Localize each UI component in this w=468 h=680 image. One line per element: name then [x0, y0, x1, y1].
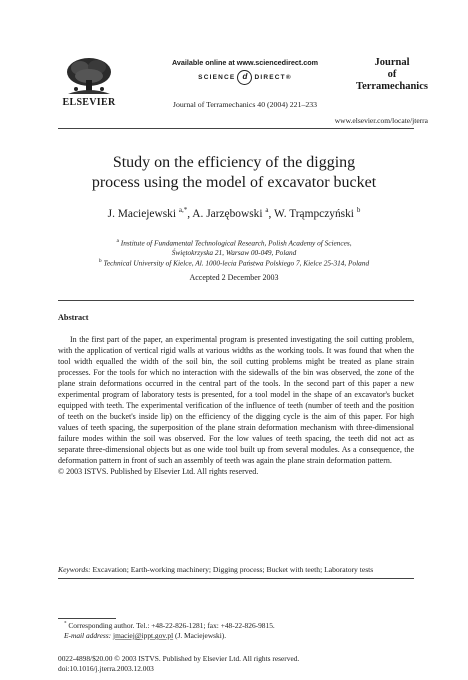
author-list: J. Maciejewski $^{a,*}$, A. Jarzębowski $^a$, W. Trąmpczyński $^b$	[107, 206, 361, 220]
doi-link[interactable]: doi:10.1016/j.jterra.2003.12.003	[58, 664, 154, 673]
abstract-copyright: © 2003 ISTVS. Published by Elsevier Ltd. All rights reserved.	[58, 467, 259, 476]
author-affiliation-marker: b	[356, 206, 361, 214]
issn-line: 0022-4898/$20.00 © 2003 ISTVS. Published by Elsevier Ltd. All rights reserved.	[58, 654, 300, 663]
affiliation-marker: b	[98, 258, 102, 264]
abstract-heading: Abstract	[58, 313, 89, 322]
email-link[interactable]: jmaciej@ippt.gov.pl	[113, 631, 174, 640]
email-note	[64, 631, 226, 640]
author-name[interactable]: W. Trąmpczyński	[274, 207, 354, 220]
affiliation-text: Świętokrzyska 21, Warsaw 00-049, Poland	[171, 248, 297, 258]
affiliation-marker: a	[116, 238, 119, 244]
email-label: E-mail address:	[64, 631, 112, 640]
email-suffix: (J. Maciejewski).	[174, 631, 227, 640]
footnote-marker: *	[64, 621, 67, 627]
corresponding-author-text: Corresponding author. Tel.: +48-22-826-1281; fax: +48-22-826-9815.	[68, 621, 275, 630]
author-name[interactable]: A. Jarzębowski	[192, 207, 263, 220]
keywords-label: Keywords:	[58, 565, 91, 574]
sciencedirect-left: SCIENCE	[198, 74, 236, 82]
journal-url-link[interactable]: www.elsevier.com/locate/jterra	[334, 116, 428, 125]
journal-name-box	[355, 57, 429, 93]
abstract-body	[58, 334, 414, 477]
corresponding-author-note	[64, 621, 275, 630]
keywords-text: Excavation; Earth-working machinery; Digging process; Bucket with teeth; Laboratory tests	[92, 565, 374, 574]
keywords	[58, 565, 418, 574]
accepted-date: Accepted 2 December 2003	[189, 273, 279, 282]
sciencedirect-right: DIRECT®	[254, 74, 292, 82]
journal-name-line1: Journal	[374, 57, 410, 68]
author-affiliation-marker: a	[265, 206, 269, 214]
affiliation-text: Institute of Fundamental Technological Research, Polish Academy of Sciences,	[120, 238, 352, 248]
abstract-bottom-divider	[58, 578, 414, 579]
abstract-top-divider	[58, 300, 414, 301]
article-title-line1: Study on the efficiency of the digging	[112, 154, 356, 171]
journal-citation: Journal of Terramechanics 40 (2004) 221–233	[172, 100, 318, 109]
sciencedirect-at-icon: d	[237, 70, 252, 85]
affiliation-b	[40, 256, 428, 268]
journal-name-line3: Terramechanics	[356, 81, 428, 92]
header-divider	[58, 128, 414, 129]
elsevier-tree-logo-icon	[62, 56, 116, 96]
article-title-line2: process using the model of excavator bucket	[91, 174, 377, 191]
elsevier-wordmark: ELSEVIER	[62, 97, 116, 108]
footnote-divider	[58, 618, 116, 619]
author-affiliation-marker: a,*	[178, 206, 188, 214]
abstract-text: In the first part of the paper, an experimental program is presented investigating the soil cutting problem, with the application of vertical rigid walls at various widths as the working tools. It was found that when the tool width equalled the width of the soil bin, the soil cutting problems might be treated as plane strain processes. For the tools for which no interaction with the sidewalls of the bin was observed, the zone of the plane strain deformations occurred in the central part of the tools. In the second part of this paper a new experimental program of laboratory tests is presented, for a tool model in the shape of an excavator's bucket equipped with teeth. The experimental verification of the influence of teeth (number of teeth and the position of teeth on the bucket's inside lip) on the efficiency of the digging cycle is the aim of this paper. For high values of teeth spacing, the superposition of the plane strain deformation mechanism with three-dimensional failure modes within the soil was observed. For the low values of teeth spacing, the teeth did not act as separate three-dimensional objects but as one wide tool built up from several modules. As a consequence, the deformation pattern in front of such an assembly of teeth was again the plane strain deformation pattern.	[58, 335, 414, 465]
available-online-text: Available online at www.sciencedirect.com	[171, 58, 319, 67]
affiliation-text: Technical University of Kielce, Al. 1000-lecia Państwa Polskiego 7, Kielce 25-314, Poland	[103, 258, 370, 268]
journal-name-line2: of	[387, 69, 397, 80]
article-title	[50, 153, 418, 193]
author-name[interactable]: J. Maciejewski	[107, 207, 176, 220]
sciencedirect-logo	[150, 70, 340, 85]
